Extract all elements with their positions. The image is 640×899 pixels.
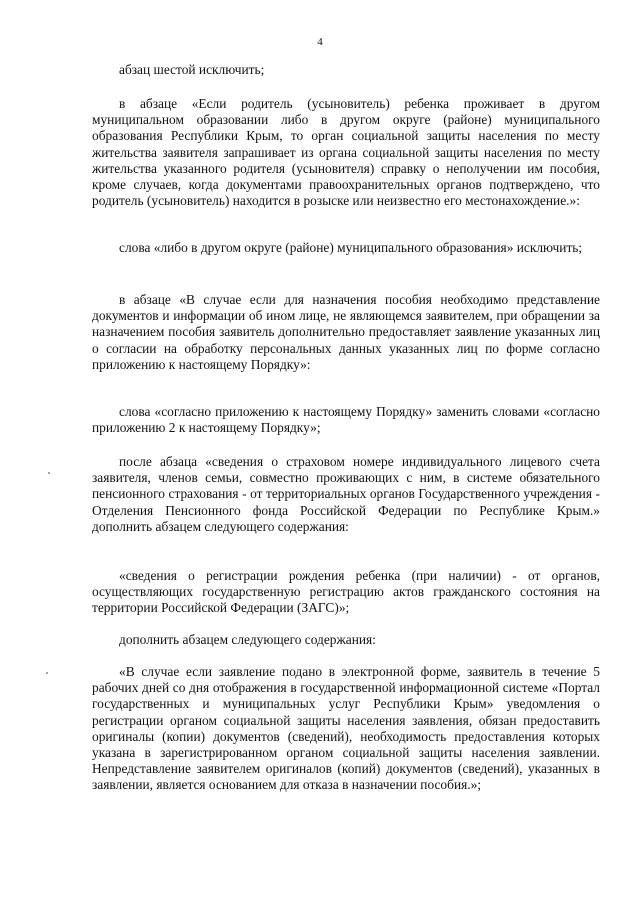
scan-speck	[46, 672, 48, 674]
scan-speck	[48, 472, 50, 474]
paragraph-9: «В случае если заявление подано в электронной форме, заявитель в течение 5 рабочих дней со дня отображения в государственной информационной системе «Портал государственных и муниципальных услуг Республики Крым» уведомления о регистрации органом социальной защиты населения заявления, обязан предоставить оригиналы (копии) документов (сведений), необходимость предоставления которых указана в зарегистрированном органом социальной защиты населения заявлении. Непредставление заявителем оригиналов (копий) документов (сведений), указанных в заявлении, является основанием для отказа в назначении пособия.»;	[92, 664, 600, 793]
paragraph-3: слова «либо в другом округе (районе) муниципального образования» исключить;	[119, 240, 583, 255]
page-number: 4	[317, 36, 323, 48]
paragraph-8: дополнить абзацем следующего содержания:	[119, 632, 376, 647]
paragraph-4: в абзаце «В случае если для назначения пособия необходимо представление документов и информации об ином лице, не являющемся заявителем, при обращении за назначением пособия заявитель дополнительно предоставляет заявление указанных лиц о согласии на обработку персональных данных указанных лиц по форме согласно приложению к настоящему Порядку»:	[92, 292, 600, 372]
paragraph-6: после абзаца «сведения о страховом номере индивидуального лицевого счета заявителя, членов семьи, совместно проживающих с ним, в системе обязательного пенсионного страхования - от территориальных органов Государственного учреждения - Отделения Пенсионного фонда Российской Федерации по Республике Крым.» дополнить абзацем следующего содержания:	[92, 454, 600, 534]
paragraph-2: в абзаце «Если родитель (усыновитель) ребенка проживает в другом муниципальном образовании либо в другом округе (районе) муниципального образования Республики Крым, то орган социальной защиты населения по месту жительства заявителя запрашивает из органа социальной защиты населения по месту жительства указанного родителя (усыновителя) справку о неполучении им пособия, кроме случаев, когда документами правоохранительных органов подтверждено, что родитель (усыновитель) находится в розыске или неизвестно его местонахождение.»:	[92, 96, 600, 209]
paragraph-7: «сведения о регистрации рождения ребенка (при наличии) - от органов, осуществляющих государственную регистрацию актов гражданского состояния на территории Российской Федерации (ЗАГС)»;	[92, 568, 600, 616]
paragraph-1: абзац шестой исключить;	[119, 62, 265, 77]
paragraph-5: слова «согласно приложению к настоящему Порядку» заменить словами «согласно приложению 2 к настоящему Порядку»;	[92, 404, 600, 436]
